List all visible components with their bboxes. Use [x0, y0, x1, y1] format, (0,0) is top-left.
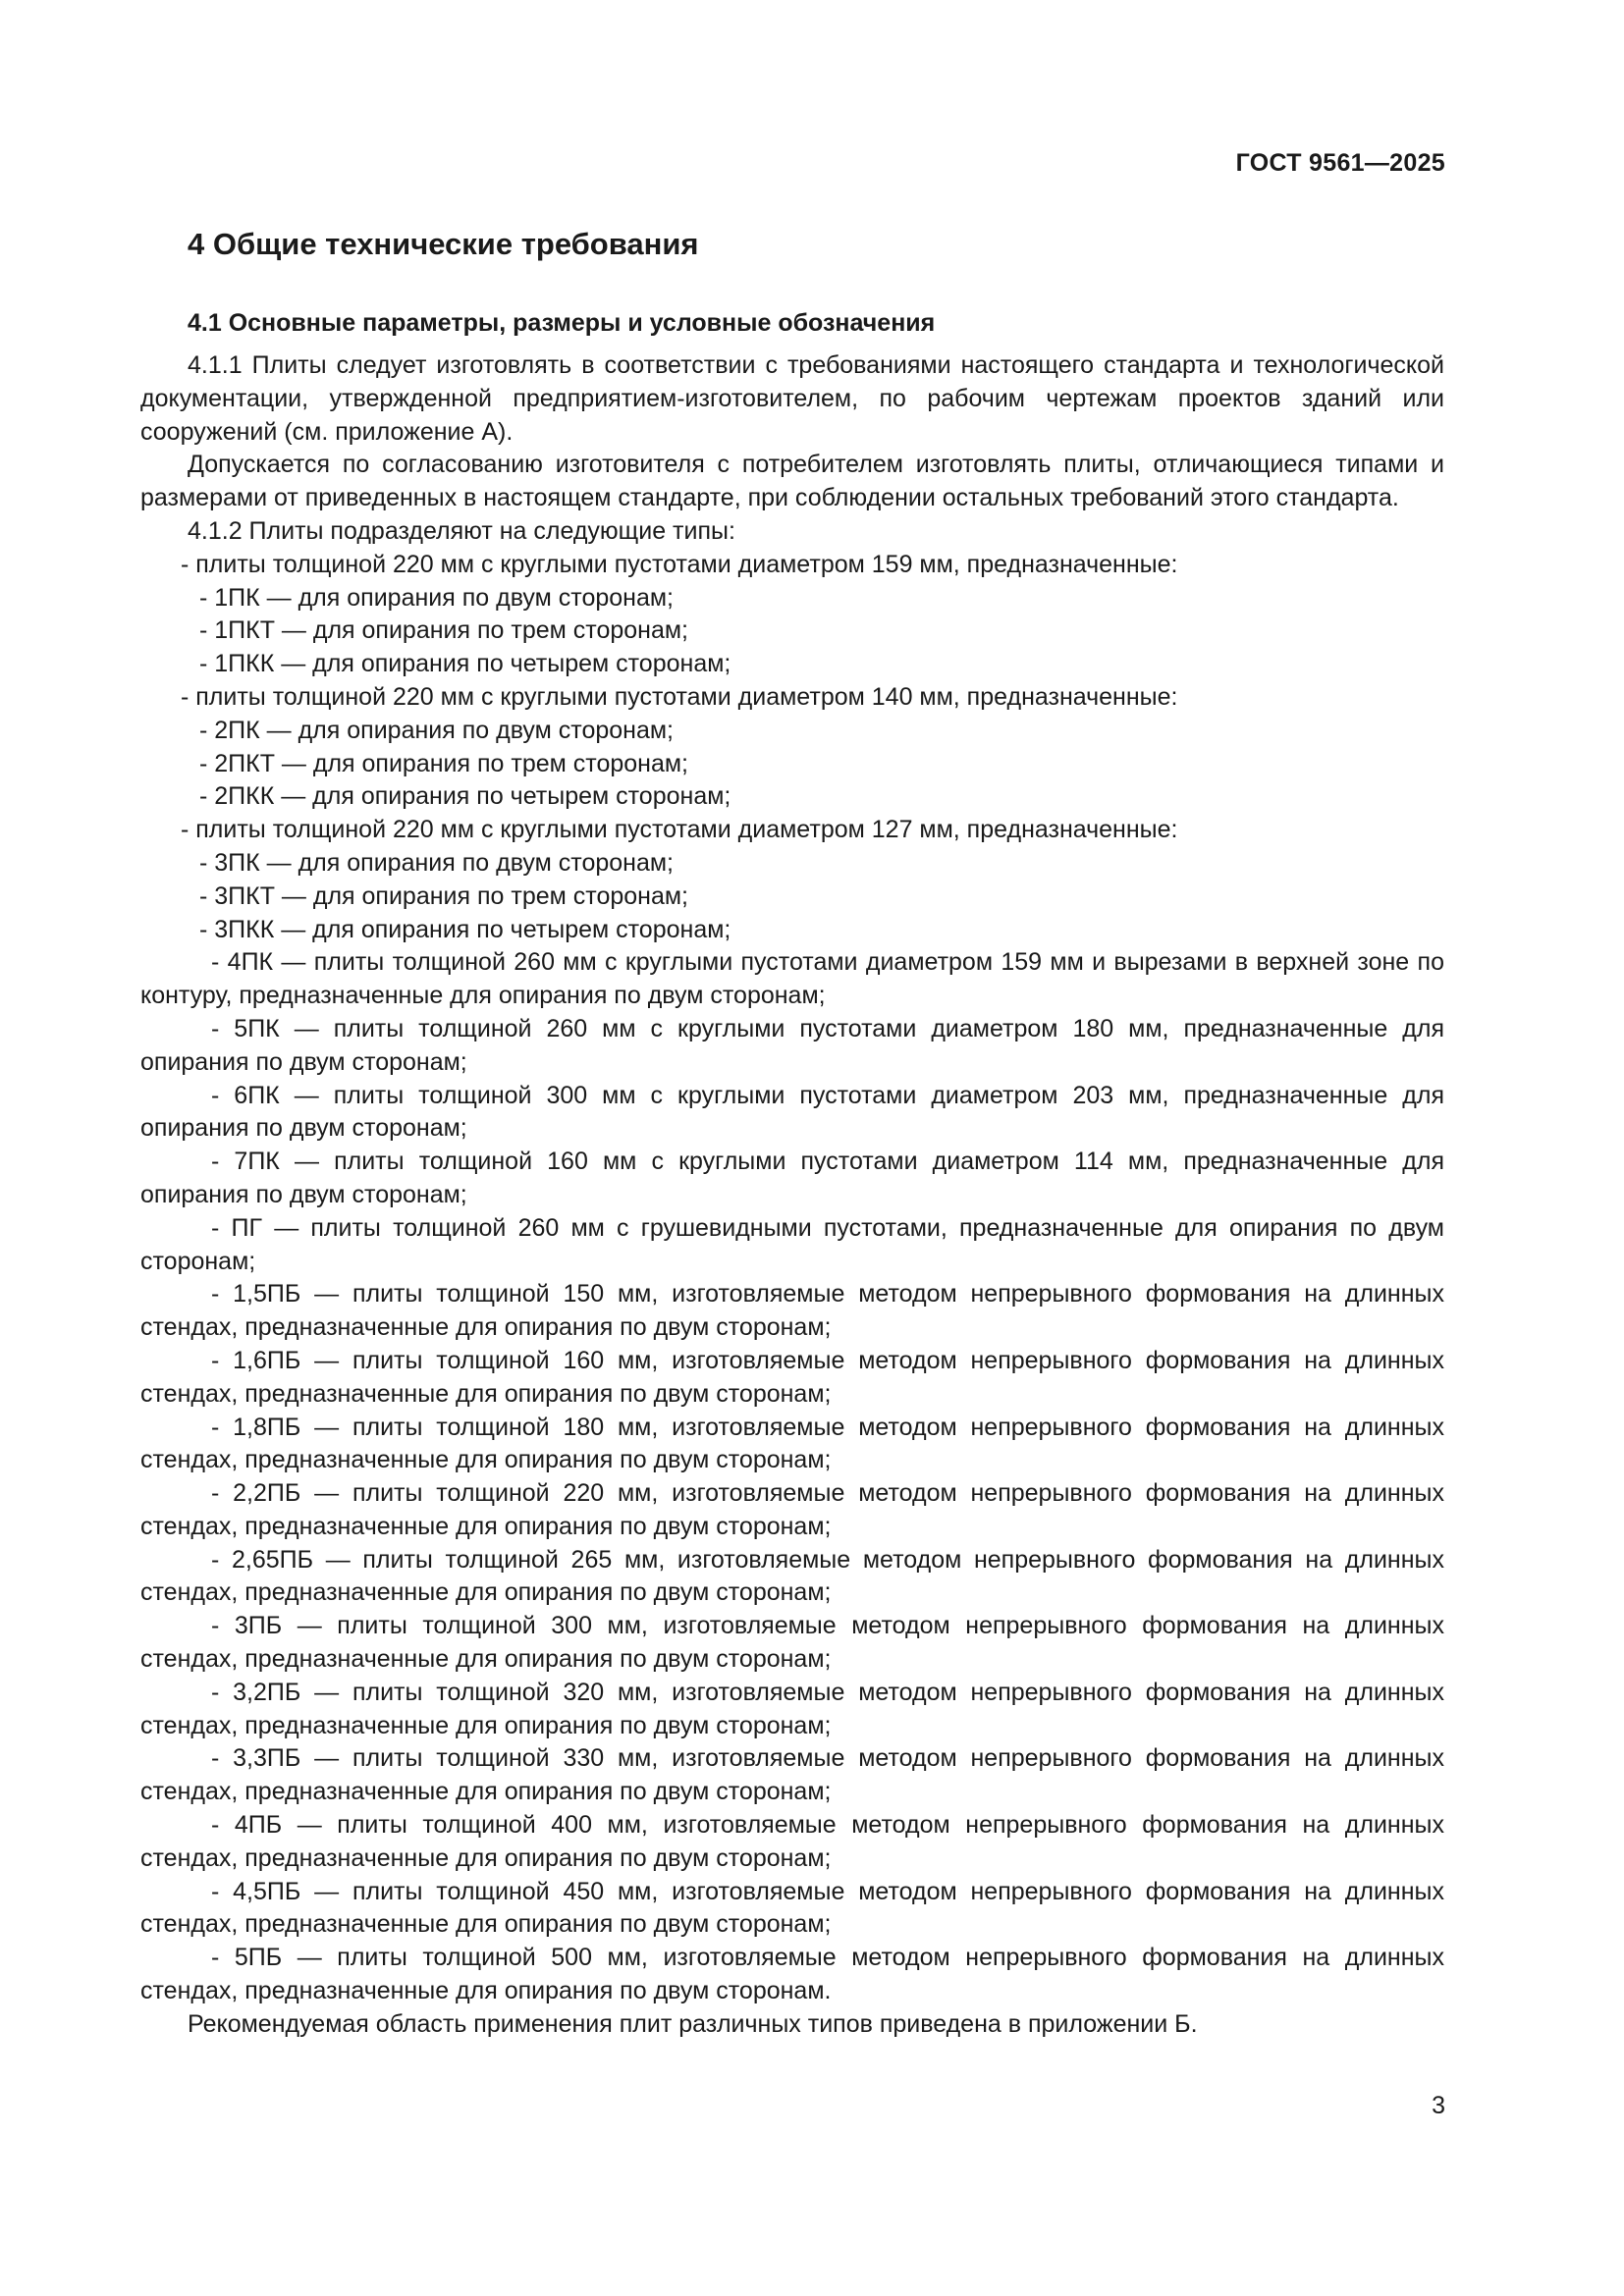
slab-group — [140, 681, 1444, 814]
list-item: - 3ПК — для опирания по двум сторонам; — [199, 848, 675, 877]
slab-type-1-5pb: - 1,5ПБ — плиты толщиной 150 мм, изготовляемые методом непрерывного формования на длинных стендах, предназначенные для опирания по двум сторонам; — [140, 1280, 1444, 1342]
slab-type-7pk: - 7ПК — плиты толщиной 160 мм с круглыми пустотами диаметром 114 мм, предназначенные для опирания по двум сторонам; — [140, 1148, 1444, 1208]
list-item: - 1ПКК — для опирания по четырем сторонам; — [199, 650, 731, 678]
slab-type-3-3pb: - 3,3ПБ — плиты толщиной 330 мм, изготовляемые методом непрерывного формования на длинных стендах, предназначенные для опирания по двум сторонам; — [140, 1744, 1444, 1806]
slab-type-5pk: - 5ПК — плиты толщиной 260 мм с круглыми пустотами диаметром 180 мм, предназначенные для опирания по двум сторонам; — [140, 1014, 1444, 1076]
slab-type-4-5pb: - 4,5ПБ — плиты толщиной 450 мм, изготовляемые методом непрерывного формования на длинных стендах, предназначенные для опирания по двум сторонам; — [140, 1877, 1444, 1939]
group-label: - плиты толщиной 220 мм с круглыми пустотами диаметром 127 мм, предназначенные: — [181, 816, 1178, 844]
slab-group — [140, 549, 1444, 681]
slab-type-1-6pb: - 1,6ПБ — плиты толщиной 160 мм, изготовляемые методом непрерывного формования на длинных стендах, предназначенные для опирания по двум сторонам; — [140, 1346, 1444, 1408]
slab-type-4pk: - 4ПК — плиты толщиной 260 мм с круглыми пустотами диаметром 159 мм и вырезами в верхней зоне по контуру, предназначенные для опирания по двум сторонам; — [140, 948, 1444, 1010]
group-label: - плиты толщиной 220 мм с круглыми пустотами диаметром 159 мм, предназначенные: — [181, 550, 1178, 578]
page-content — [140, 226, 1444, 2042]
paragraph-4-1-2: 4.1.2 Плиты подразделяют на следующие типы: — [188, 516, 735, 545]
slab-type-2-65pb: - 2,65ПБ — плиты толщиной 265 мм, изготовляемые методом непрерывного формования на длинных стендах, предназначенные для опирания по двум сторонам; — [140, 1545, 1444, 1607]
slab-type-pg: - ПГ — плиты толщиной 260 мм с грушевидными пустотами, предназначенные для опирания по двум сторонам; — [140, 1213, 1444, 1275]
list-item: - 2ПК — для опирания по двум сторонам; — [199, 716, 675, 744]
slab-type-2-2pb: - 2,2ПБ — плиты толщиной 220 мм, изготовляемые методом непрерывного формования на длинных стендах, предназначенные для опирания по двум сторонам; — [140, 1479, 1444, 1540]
slab-type-6pk: - 6ПК — плиты толщиной 300 мм с круглыми пустотами диаметром 203 мм, предназначенные для опирания по двум сторонам; — [140, 1081, 1444, 1143]
list-item: - 1ПКТ — для опирания по трем сторонам; — [199, 616, 688, 645]
paragraph-allowed: Допускается по согласованию изготовителя с потребителем изготовлять плиты, отличающиеся типами и размерами от приведенных в настоящем стандарте, при соблюдении остальных требований этого стандарта. — [140, 451, 1444, 512]
slab-type-5pb: - 5ПБ — плиты толщиной 500 мм, изготовляемые методом непрерывного формования на длинных стендах, предназначенные для опирания по двум сторонам. — [140, 1944, 1444, 2005]
slab-type-3pb: - 3ПБ — плиты толщиной 300 мм, изготовляемые методом непрерывного формования на длинных стендах, предназначенные для опирания по двум сторонам; — [140, 1612, 1444, 1674]
paragraph-4-1-1: 4.1.1 Плиты следует изготовлять в соответствии с требованиями настоящего стандарта и технологической документации, утвержденной предприятием-изготовителем, по рабочим чертежам проектов зданий или сооружений (см. приложение А). — [140, 351, 1444, 446]
standard-code: ГОСТ 9561—2025 — [1235, 149, 1445, 177]
slab-type-4pb: - 4ПБ — плиты толщиной 400 мм, изготовляемые методом непрерывного формования на длинных стендах, предназначенные для опирания по двум сторонам; — [140, 1811, 1444, 1872]
page-number: 3 — [1432, 2092, 1445, 2119]
list-item: - 2ПКК — для опирания по четырем сторонам; — [199, 782, 731, 811]
slab-group — [140, 814, 1444, 946]
section-title: 4 Общие технические требования — [188, 227, 699, 261]
slab-type-1-8pb: - 1,8ПБ — плиты толщиной 180 мм, изготовляемые методом непрерывного формования на длинных стендах, предназначенные для опирания по двум сторонам; — [140, 1413, 1444, 1474]
list-item: - 2ПКТ — для опирания по трем сторонам; — [199, 749, 688, 777]
slab-type-3-2pb: - 3,2ПБ — плиты толщиной 320 мм, изготовляемые методом непрерывного формования на длинных стендах, предназначенные для опирания по двум сторонам; — [140, 1678, 1444, 1739]
slab-type-list — [140, 549, 1444, 2008]
subsection-title: 4.1 Основные параметры, размеры и условные обозначения — [188, 309, 936, 337]
list-item: - 3ПКТ — для опирания по трем сторонам; — [199, 881, 688, 910]
paragraph-recommendation: Рекомендуемая область применения плит различных типов приведена в приложении Б. — [188, 2009, 1198, 2038]
list-item: - 3ПКК — для опирания по четырем сторонам; — [199, 915, 731, 943]
list-item: - 1ПК — для опирания по двум сторонам; — [199, 583, 675, 612]
group-label: - плиты толщиной 220 мм с круглыми пустотами диаметром 140 мм, предназначенные: — [181, 682, 1178, 711]
